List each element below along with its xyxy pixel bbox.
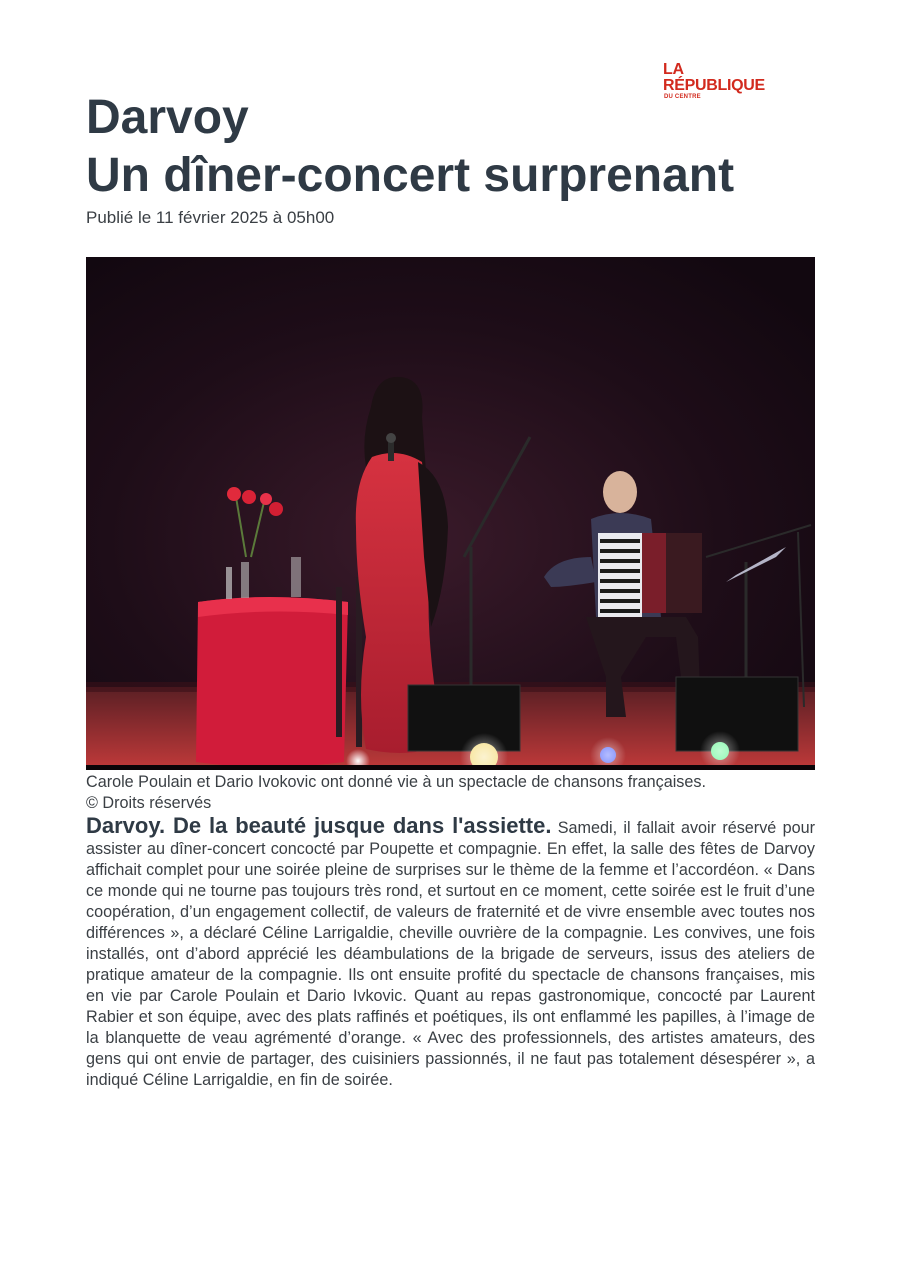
caption-text: Carole Poulain et Dario Ivokovic ont donné vie à un spectacle de chansons françaises.: [86, 773, 706, 791]
concert-photo-illustration: [86, 257, 815, 770]
article-headline: Un dîner-concert surprenant: [86, 149, 735, 202]
logo-subtitle: DU CENTRE: [664, 94, 701, 100]
concert-photo: [86, 257, 815, 770]
photo-credit: © Droits réservés: [86, 794, 212, 812]
logo-title: LA RÉPUBLIQUE: [663, 61, 765, 94]
article-kicker: Darvoy: [86, 91, 249, 144]
article-body: [86, 815, 815, 1091]
publication-date: Publié le 11 février 2025 à 05h00: [86, 208, 335, 227]
photo-caption: [86, 772, 816, 814]
newspaper-logo: [663, 62, 788, 100]
article-lead: Darvoy. De la beauté jusque dans l'assiette.: [86, 813, 552, 838]
article-text: Samedi, il fallait avoir réservé pour assister au dîner-concert concocté par Poupette et compagnie. En effet, la salle des fêtes de Darvoy affichait complet pour une soirée pleine de surprises sur le thème de la femme et l’accordéon. « Dans ce monde qui ne tourne pas toujours très rond, et surtout en ce moment, cette soirée est le fruit d’une coopération, d’un engagement collectif, de valeurs de fraternité et de vivre ensemble avec toutes nos différences », a déclaré Céline Larrigaldie, cheville ouvrière de la compagnie. Les convives, une fois installés, ont d’abord apprécié les déambulations de la brigade de serveurs, issus des ateliers de pratique amateur de la compagnie. Ils ont ensuite profité du spectacle de chansons françaises, mis en vie par Carole Poulain et Dario Ivkovic. Quant au repas gastronomique, concocté par Laurent Rabier et son équipe, avec des plats raffinés et poétiques, ils ont enflammé les papilles, à l’image de la blanquette de veau agrémenté d’orange. « Avec des professionnels, des artistes amateurs, des gens qui ont envie de partager, des cuisiniers passionnés, il ne faut pas totalement désespérer », a indiqué Céline Larrigaldie, en fin de soirée.: [86, 819, 815, 1089]
